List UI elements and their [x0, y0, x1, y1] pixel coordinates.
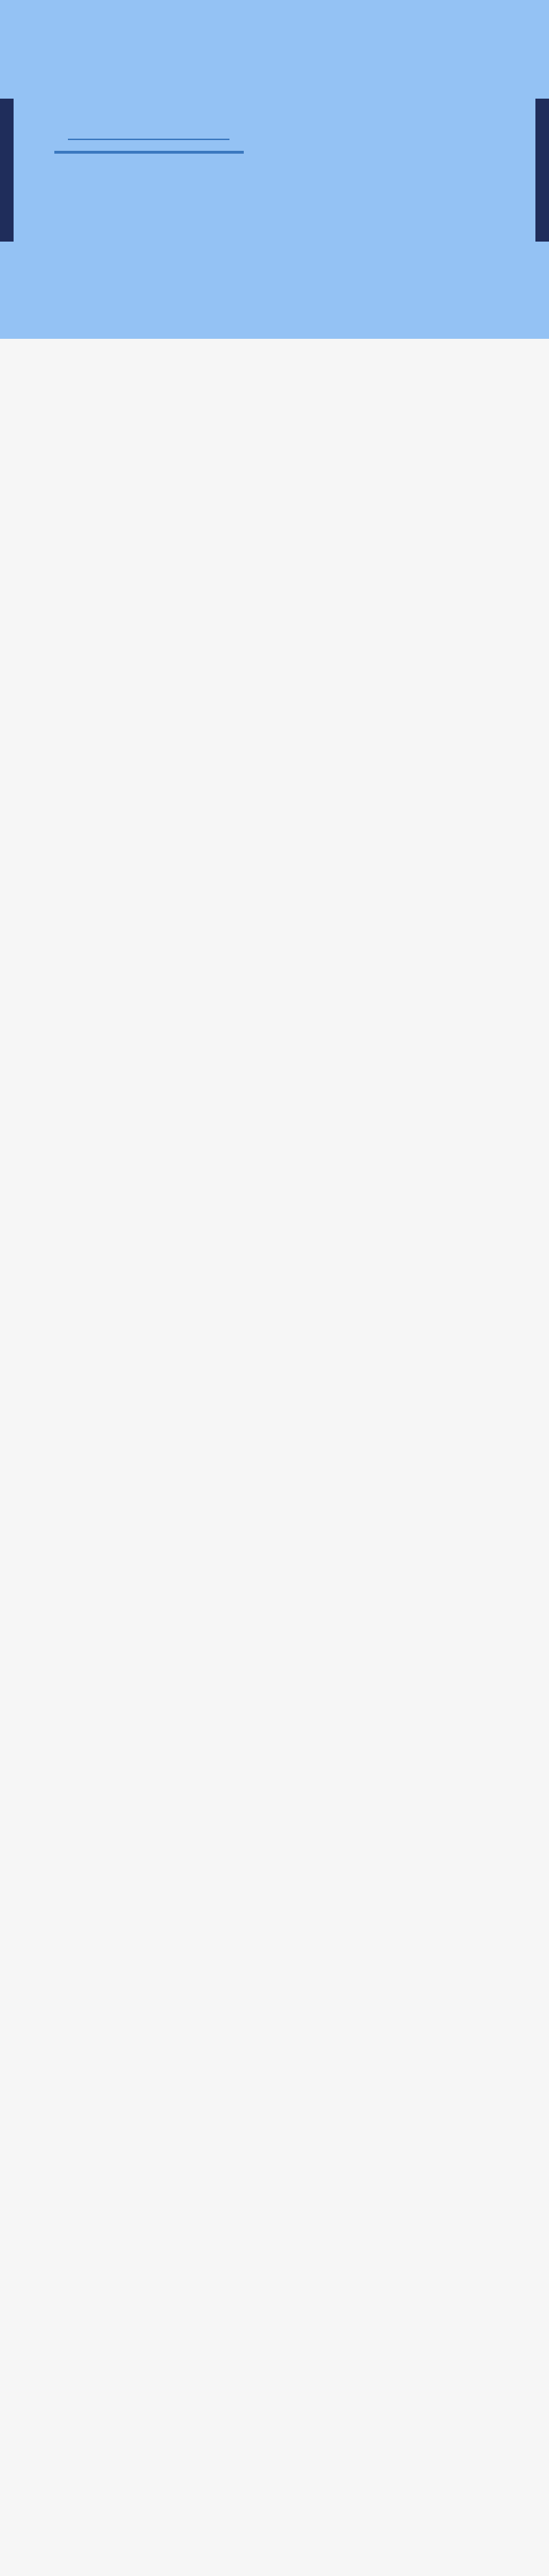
title-rule [54, 151, 244, 154]
title-rule [68, 139, 229, 140]
header-banner [0, 0, 549, 339]
right-accent-bar [535, 99, 549, 242]
left-accent-bar [0, 99, 14, 242]
